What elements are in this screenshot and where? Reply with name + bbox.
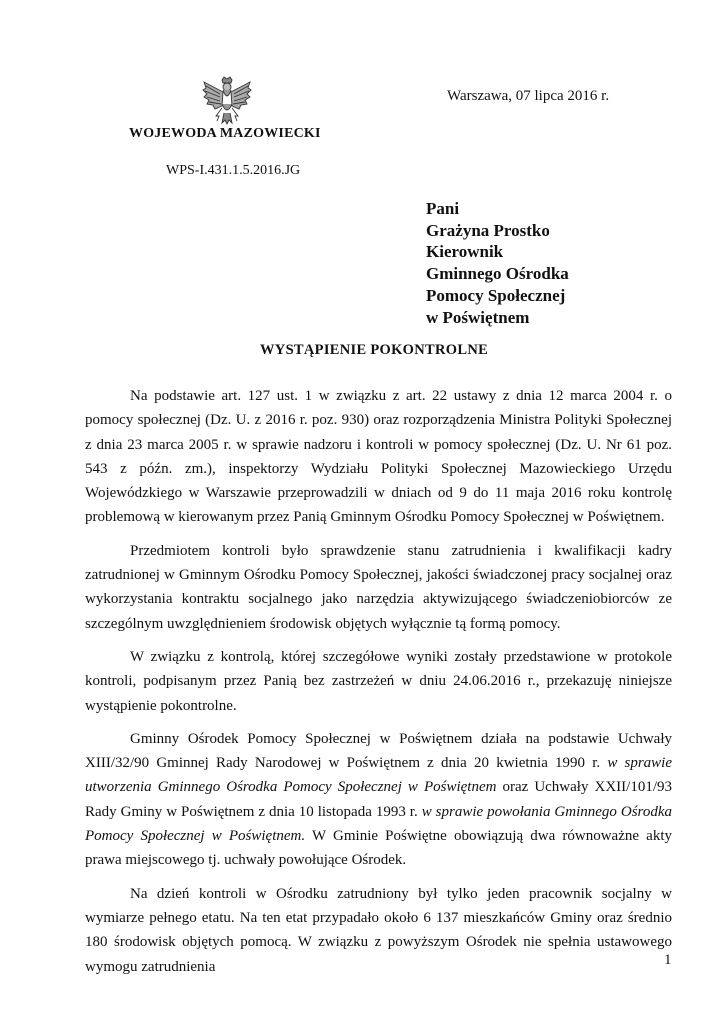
recipient-line: Pomocy Społecznej — [426, 285, 566, 305]
recipient-line: Pani — [426, 199, 460, 218]
polish-eagle-emblem-icon — [200, 76, 254, 126]
paragraph-text: oraz Uchwały XXII/101/93 Rady Gminy w Poświętnem z dnia 10 listopada 1993 r. — [85, 779, 672, 820]
document-title: WYSTĄPIENIE POKONTROLNE — [260, 342, 489, 358]
paragraph-text: W Gminie Poświętne obowiązują dwa równoważne akty prawa miejscowego tj. uchwały powołujące Ośrodek. — [85, 828, 672, 869]
paragraph: Na podstawie art. 127 ust. 1 w związku z art. 22 ustawy z dnia 12 marca 2004 r. o pomocy społecznej (Dz. U. z 2016 r. poz. 930) oraz rozporządzenia Ministra Polityki Społecznej z dnia 23 marca 2005 r. w sprawie nadzoru i kontroli w pomocy społecznej (Dz. U. Nr 61 poz. 543 z późn. zm.), inspektorzy Wydziału Polityki Społecznej Mazowieckiego Urzędu Wojewódzkiego w Warszawie przeprowadzili w dniach od 9 do 11 maja 2016 roku kontrolę problemową w kierowanym przez Panią Gminnym Ośrodku Pomocy Społecznej w Poświętnem. — [85, 388, 672, 526]
italic-title: w sprawie utworzenia Gminnego Ośrodka Pomocy Społecznej w Poświętnem — [85, 755, 673, 796]
recipient-line: w Poświętnem — [426, 307, 530, 327]
paragraph: Na dzień kontroli w Ośrodku zatrudniony był tylko jeden pracownik socjalny w wymiarze pełnego etatu. Na ten etat przypadało około 6 137 mieszkańców Gminy oraz średnio 180 środowisk objętych pomocą. W związku z powyższym Ośrodek nie spełnia ustawowego wymogu zatrudnienia — [85, 885, 672, 975]
paragraph: Przedmiotem kontroli było sprawdzenie stanu zatrudnienia i kwalifikacji kadry zatrudnionej w Gminnym Ośrodku Pomocy Społecznej, jakości świadczonej pracy socjalnej oraz wykorzystania kontraktu socjalnego jako narzędzia aktywizującego świadczeniobiorców ze szczególnym uwzględnieniem środowisk objętych wyłącznie tą formą pomocy. — [85, 542, 672, 632]
page-number: 1 — [664, 952, 672, 968]
paragraph-text: Gminny Ośrodek Pomocy Społecznej w Poświętnem działa na podstawie Uchwały XIII/32/90 Gminnej Rady Narodowej w Poświętnem z dnia 20 kwietnia 1990 r. — [85, 730, 672, 772]
italic-title: w sprawie powołania Gminnego Ośrodka Pomocy Społecznej w Poświętnem. — [85, 803, 672, 845]
paragraph: W związku z kontrolą, której szczegółowe wyniki zostały przedstawione w protokole kontroli, podpisanym przez Panią bez zastrzeżeń w dniu 24.06.2016 r., przekazuję niniejsze wystąpienie pokontrolne. — [85, 648, 672, 714]
recipient-line: Grażyna Prostko — [426, 220, 550, 240]
paragraph — [85, 727, 672, 873]
document-date: Warszawa, 07 lipca 2016 r. — [447, 88, 610, 104]
document-body — [85, 384, 672, 979]
issuing-office: WOJEWODA MAZOWIECKI — [129, 126, 321, 141]
recipient-line: Kierownik — [426, 242, 504, 262]
recipient-line: Gminnego Ośrodka — [426, 264, 569, 284]
recipient-address — [426, 198, 569, 328]
reference-number: WPS-I.431.1.5.2016.JG — [166, 163, 301, 178]
